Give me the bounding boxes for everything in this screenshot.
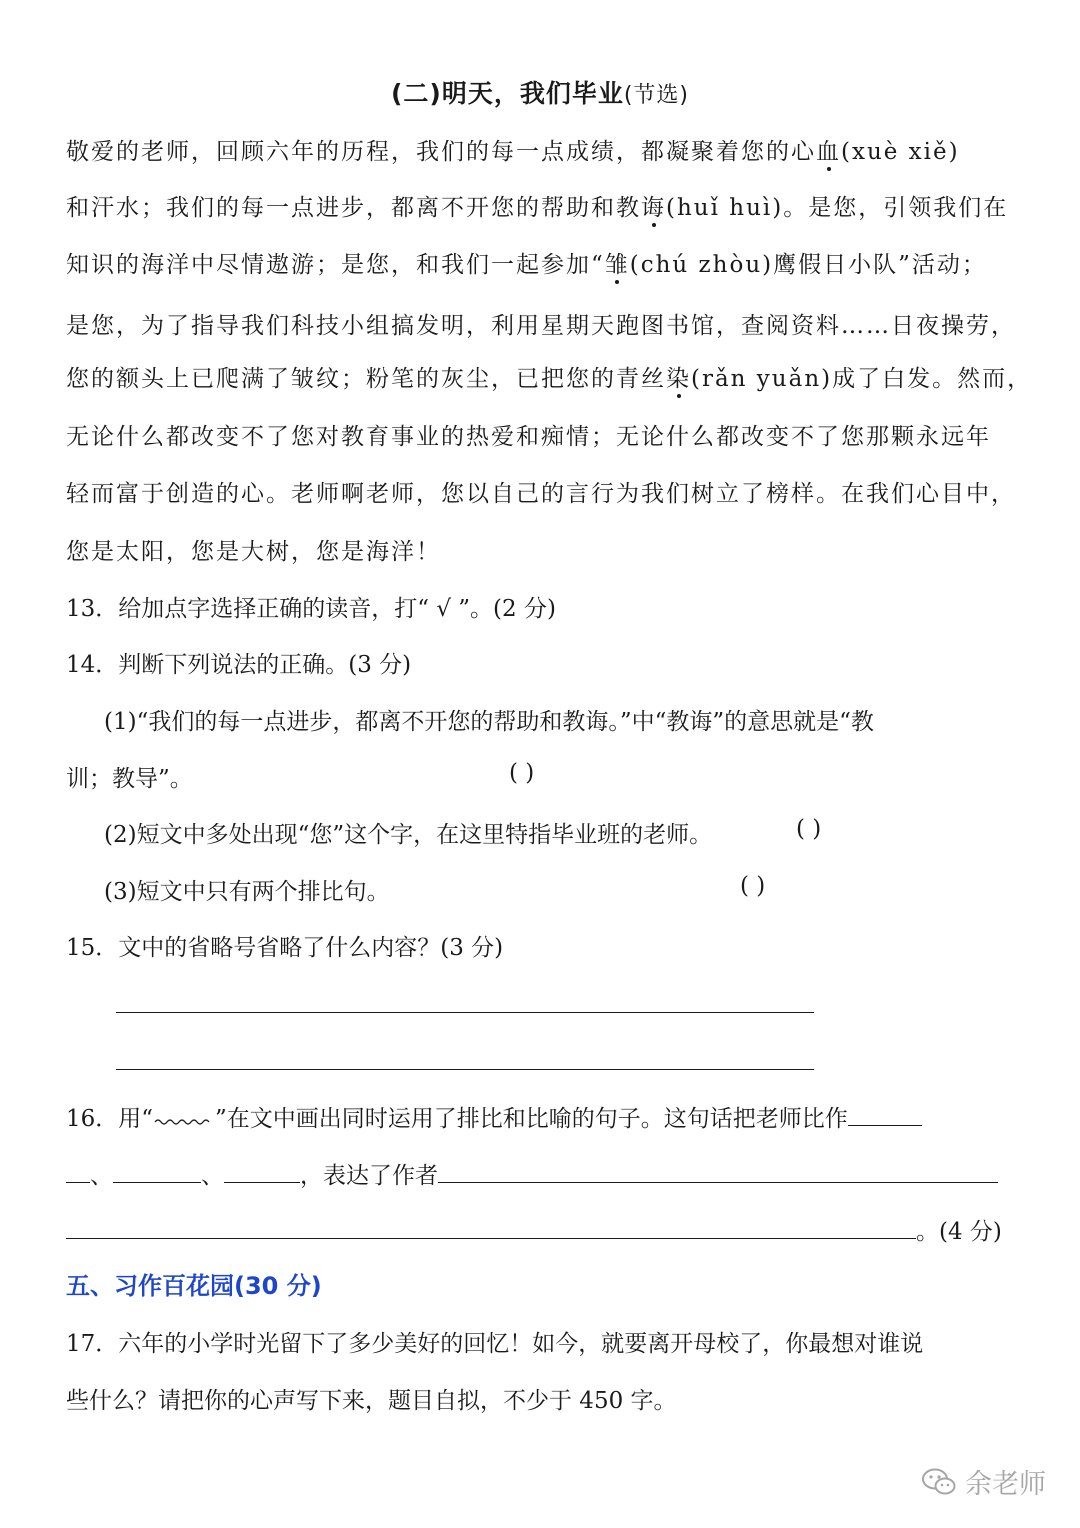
answer-line-15b[interactable] (116, 1069, 814, 1070)
dotted-char: 染 (666, 366, 691, 392)
passage-line (66, 360, 1032, 393)
passage-line (66, 189, 1008, 222)
line-text: (chú zhòu)鹰假日小队”活动； (629, 252, 987, 278)
separator: 、 (90, 1163, 113, 1189)
passage-line: 您是太阳，您是大树，您是海洋！ (66, 539, 441, 565)
question-16-line2 (66, 1157, 998, 1190)
answer-paren-1[interactable]: ( ) (509, 760, 535, 786)
dotted-char: 雏 (604, 252, 630, 278)
q16-score: 。(4 分) (916, 1219, 1002, 1245)
question-15: 15．文中的省略号省略了什么内容？(3 分) (66, 935, 504, 961)
line-text: 知识的海洋中尽情遨游；是您，和我们一起参加“ (66, 252, 605, 278)
question-14-item-3: (3)短文中只有两个排比句。 (104, 879, 390, 905)
watermark (921, 1462, 1046, 1501)
title-main: (二)明天，我们毕业 (390, 79, 624, 108)
blank-16-1-cont[interactable] (66, 1164, 90, 1183)
section-heading: 五、习作百花园(30 分) (66, 1272, 322, 1300)
dotted-char: 血 (816, 139, 841, 165)
wechat-icon (921, 1467, 957, 1497)
answer-paren-2[interactable]: ( ) (796, 816, 822, 842)
q16-text-b: ”在文中画出同时运用了排比和比喻的句子。这句话把老师比作 (215, 1106, 848, 1132)
answer-paren-3[interactable]: ( ) (740, 873, 766, 899)
question-13: 13．给加点字选择正确的读音，打“ √ ”。(2 分) (66, 596, 556, 622)
line-text: (huǐ huì)。是您，引领我们在 (666, 195, 1009, 221)
question-17: 17．六年的小学时光留下了多少美好的回忆！如今，就要离开母校了，你最想对谁说 (66, 1331, 924, 1357)
blank-16-4-cont[interactable] (66, 1220, 916, 1239)
question-16 (66, 1100, 922, 1133)
blank-16-2[interactable] (113, 1164, 201, 1183)
dotted-char: 诲 (641, 195, 666, 221)
passage-line: 轻而富于创造的心。老师啊老师，您以自己的言行为我们树立了榜样。在我们心目中， (66, 481, 1016, 507)
passage-line (66, 133, 960, 166)
wavy-underline-icon (153, 1106, 215, 1126)
separator: 、 (201, 1163, 224, 1189)
line-text: 和汗水；我们的每一点进步，都离不开您的帮助和教 (66, 195, 641, 221)
passage-line: 无论什么都改变不了您对教育事业的热爱和痴情；无论什么都改变不了您那颗永远年 (66, 424, 991, 450)
question-17-cont: 些什么？请把你的心声写下来，题目自拟，不少于 450 字。 (66, 1388, 677, 1414)
blank-16-3[interactable] (224, 1164, 300, 1183)
title-sub: (节选) (623, 83, 690, 108)
line-text: 您的额头上已爬满了皱纹；粉笔的灰尘，已把您的青丝 (66, 366, 666, 392)
line-text: (xuè xiě) (841, 139, 960, 165)
passage-line: 是您，为了指导我们科技小组搞发明，利用星期天跑图书馆，查阅资料……日夜操劳， (66, 313, 1016, 339)
line-text: (rǎn yuǎn)成了白发。然而， (691, 366, 1033, 392)
line-text: 敬爱的老师，回顾六年的历程，我们的每一点成绩，都凝聚着您的心 (66, 139, 816, 165)
q16-text-a: 16．用“ (66, 1106, 154, 1132)
q16-text-c: ，表达了作者 (300, 1163, 438, 1189)
blank-16-4[interactable] (438, 1164, 998, 1183)
question-14-item-1: (1)“我们的每一点进步，都离不开您的帮助和教诲。”中“教诲”的意思就是“教 (104, 709, 874, 735)
question-14-item-2: (2)短文中多处出现“您”这个字，在这里特指毕业班的老师。 (104, 822, 713, 848)
question-14: 14．判断下列说法的正确。(3 分) (66, 652, 412, 678)
passage-title (0, 74, 1080, 110)
passage-line (66, 246, 987, 279)
watermark-text: 余老师 (965, 1469, 1046, 1500)
answer-line-15a[interactable] (116, 1012, 814, 1013)
question-16-line3 (66, 1213, 1002, 1246)
question-14-item-1-cont: 训；教导”。 (66, 766, 193, 792)
blank-16-1[interactable] (848, 1107, 922, 1126)
